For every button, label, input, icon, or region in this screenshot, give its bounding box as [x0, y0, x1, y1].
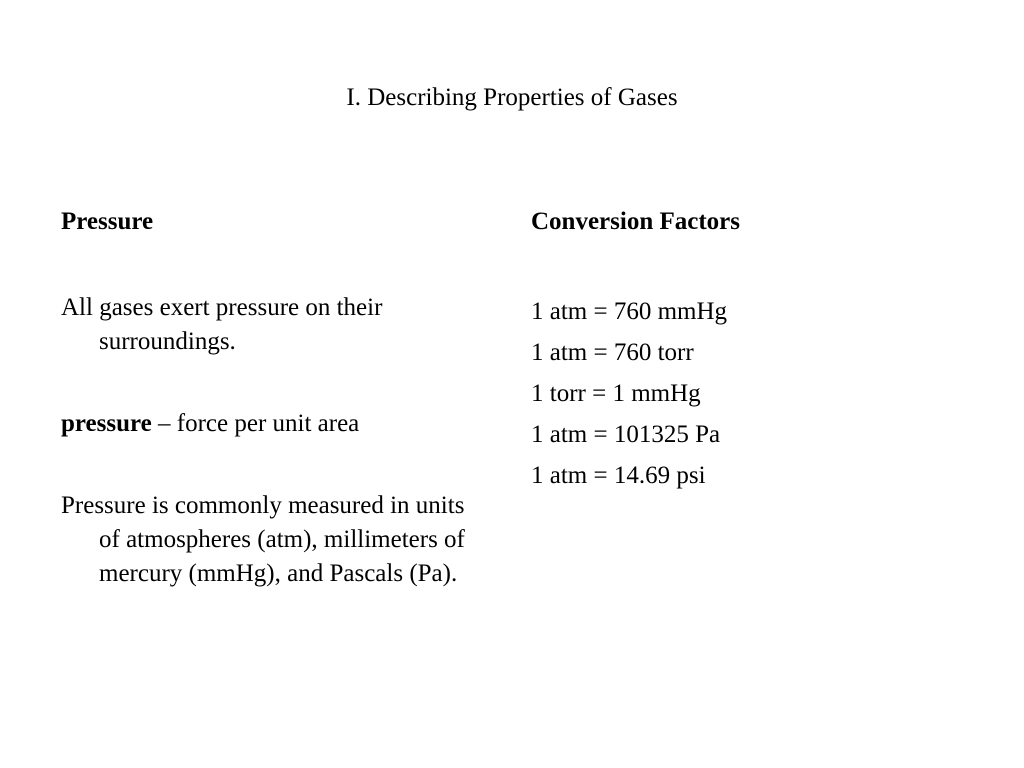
pressure-heading: Pressure	[61, 208, 154, 235]
pressure-definition-text: – force per unit area	[151, 410, 360, 437]
conversion-factor: 1 atm = 760 torr	[531, 339, 694, 366]
pressure-term: pressure	[61, 410, 152, 437]
slide-title: I. Describing Properties of Gases	[346, 84, 678, 111]
conversion-factor: 1 atm = 14.69 psi	[531, 462, 706, 489]
conversion-factor: 1 torr = 1 mmHg	[531, 380, 701, 407]
conversion-factors-list	[531, 291, 971, 496]
pressure-column	[61, 204, 491, 591]
conversion-factors-heading: Conversion Factors	[531, 208, 740, 235]
conversion-factor: 1 atm = 101325 Pa	[531, 421, 721, 448]
pressure-definition	[61, 407, 491, 441]
pressure-units-text: Pressure is commonly measured in units of atmospheres (atm), millimeters of mercury (mmHg), and Pascals (Pa).	[61, 492, 465, 587]
conversion-factor: 1 atm = 760 mmHg	[531, 298, 728, 325]
gases-exert-pressure-text: All gases exert pressure on their surroundings.	[61, 294, 383, 355]
conversion-factors-column	[531, 204, 971, 496]
